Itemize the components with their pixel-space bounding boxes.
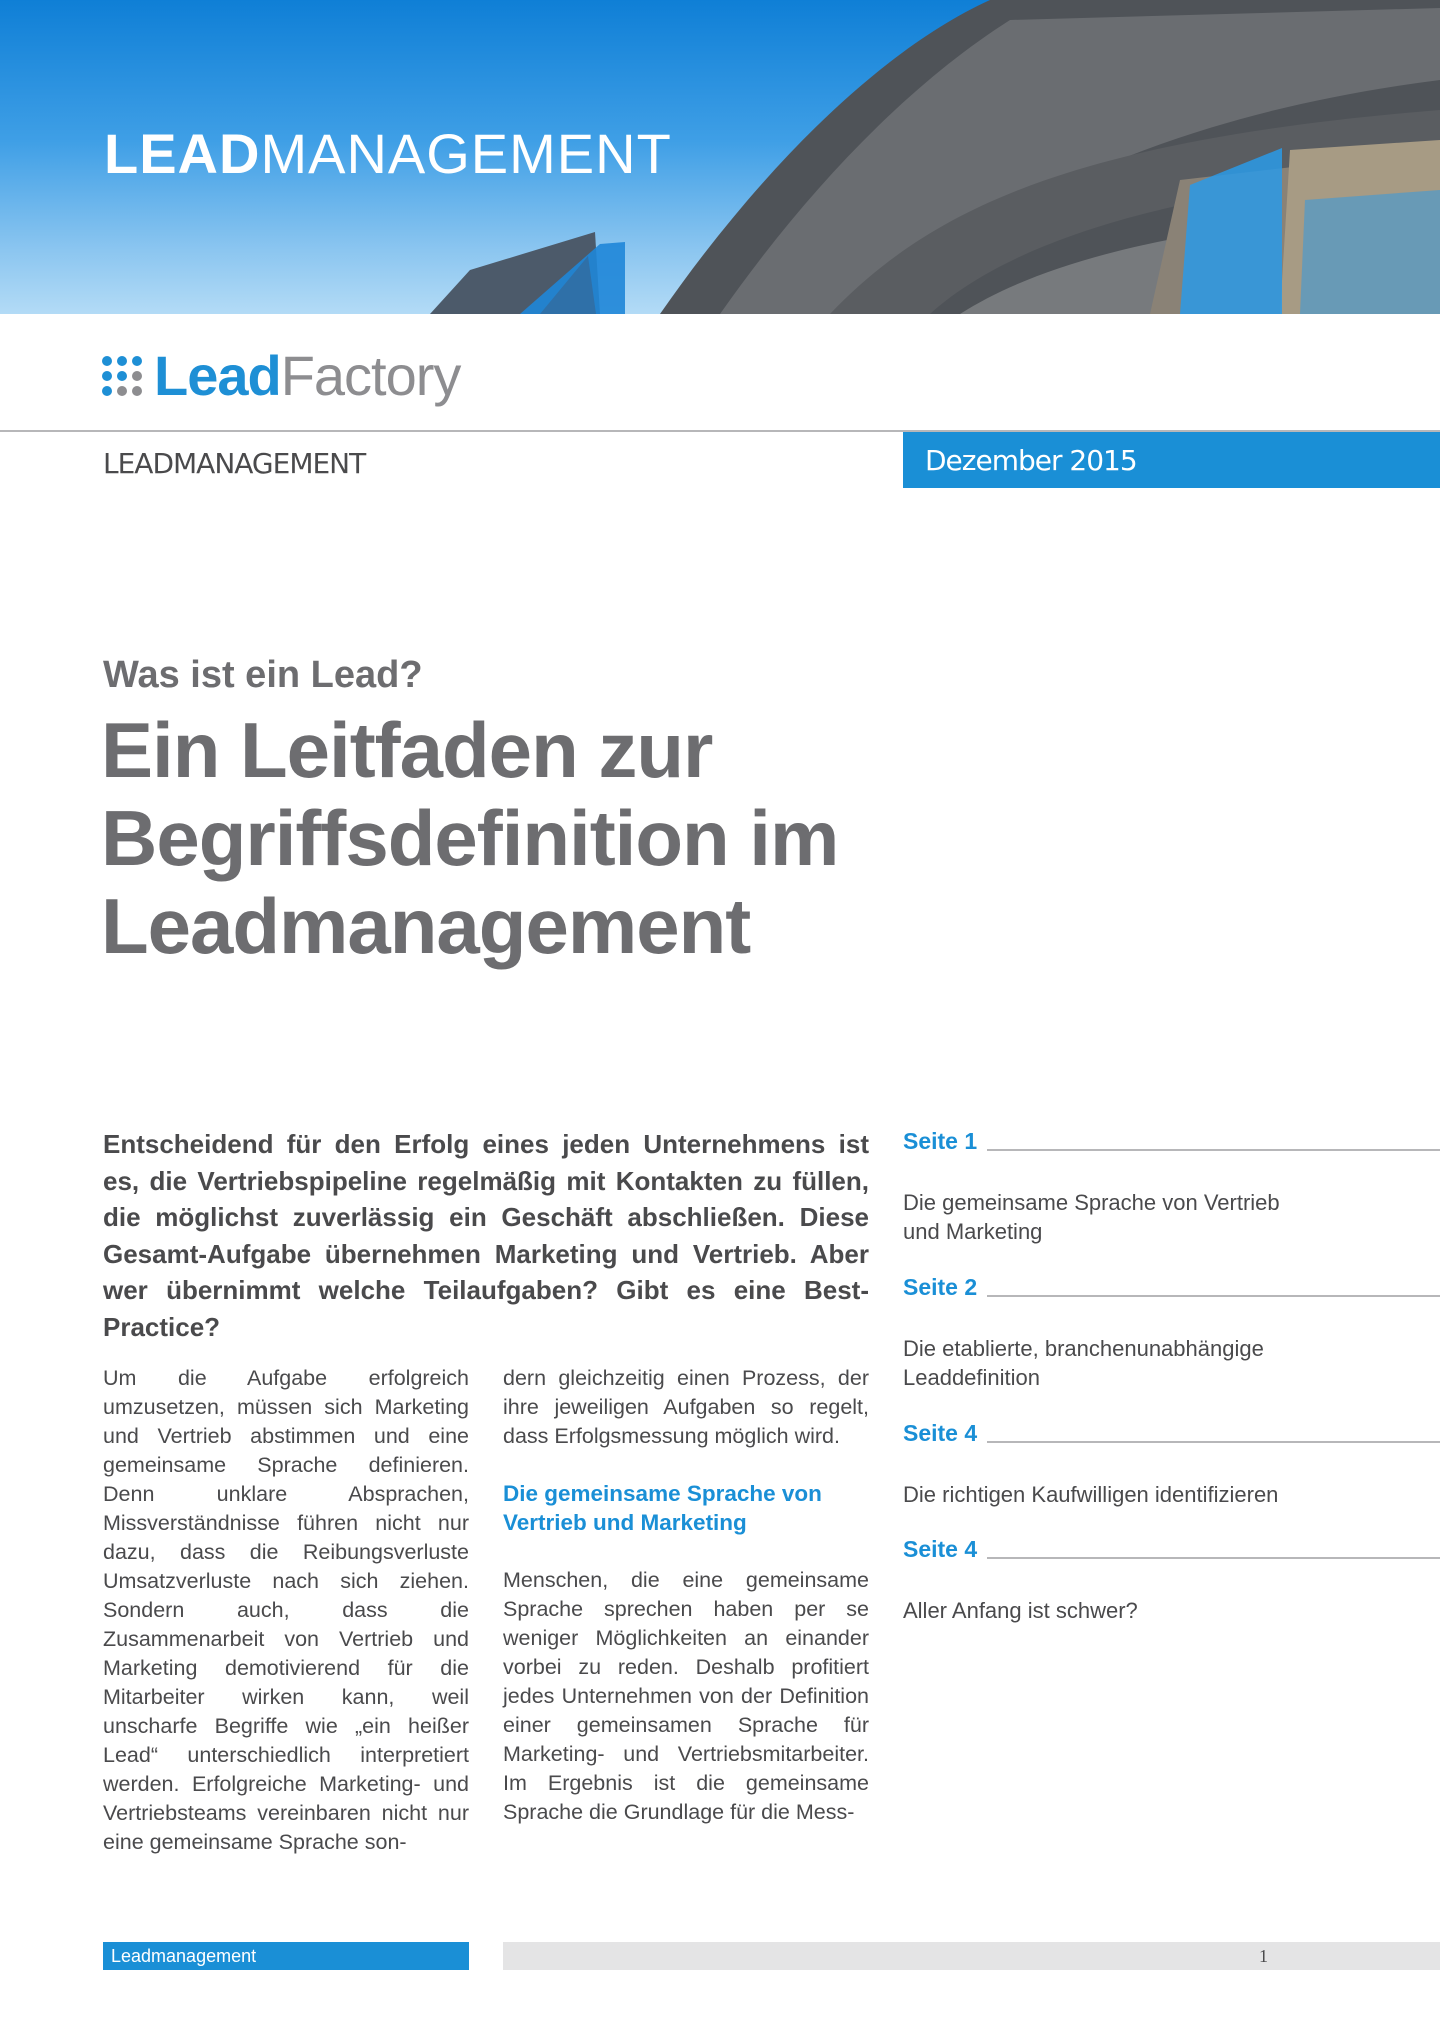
body-paragraph: Menschen, die eine gemeinsame Sprache sprechen haben per se weniger Möglichkeiten an einander vorbei zu reden. Deshalb profitiert jedes Unternehmen von der Definition einer gemeinsamen Sprache für Marketing- und Vertriebsmitarbeiter. Im Ergebnis ist die gemeinsame Sprache die Grundlage für die Mess- xyxy=(503,1568,869,1824)
table-of-contents xyxy=(903,1130,1440,1684)
toc-page: Seite 4 xyxy=(903,1420,978,1446)
toc-rule xyxy=(987,1149,1440,1151)
banner-title-light: MANAGEMENT xyxy=(260,122,672,185)
banner-title xyxy=(104,122,672,185)
body-paragraph: dern gleichzeitig einen Prozess, der ihre jeweiligen Aufgaben so regelt, dass Erfolgsmessung möglich wird. xyxy=(503,1366,869,1448)
toc-page: Seite 1 xyxy=(903,1128,978,1154)
logo-dots-icon xyxy=(102,356,142,396)
toc-description: Die gemeinsame Sprache von Vertrieb und Marketing xyxy=(903,1190,1280,1244)
logo-factory: Factory xyxy=(280,344,461,407)
toc-rule xyxy=(987,1557,1440,1559)
logo-lead: Lead xyxy=(154,344,281,407)
body-paragraph: Um die Aufgabe erfolgreich umzusetzen, müssen sich Marketing und Vertrieb abstimmen und eine gemeinsame Sprache definieren. Denn unklare Absprachen, Missverständnisse führen nicht nur dazu, dass die Reibungsverluste Umsatzverluste nach sich ziehen. Sondern auch, dass die Zusammenarbeit von Vertrieb und Marketing demotivierend für die Mitarbeiter wirken kann, weil unscharfe Begriffe wie „ein heißer Lead“ unterschiedlich interpretiert werden. Erfolgreiche Marketing- und Vertriebsteams vereinbaren nicht nur eine gemeinsame Sprache son- xyxy=(103,1366,469,1854)
toc-rule xyxy=(987,1441,1440,1443)
article-headline: Ein Leitfaden zur Begriffsdefinition im Leadmanagement xyxy=(101,706,839,970)
footer-page-bar xyxy=(503,1942,1440,1970)
section-subhead: Die gemeinsame Sprache von Vertrieb und Marketing xyxy=(503,1481,822,1535)
article-kicker: Was ist ein Lead? xyxy=(103,654,423,696)
leadfactory-logo xyxy=(102,346,460,406)
toc-description: Aller Anfang ist schwer? xyxy=(903,1598,1138,1623)
banner-title-bold: LEAD xyxy=(104,122,261,185)
logo-wordmark xyxy=(154,344,461,407)
toc-item[interactable] xyxy=(903,1422,1440,1538)
toc-item[interactable] xyxy=(903,1130,1440,1276)
toc-description: Die etablierte, branchenunabhängige Leaddefinition xyxy=(903,1336,1264,1390)
date-text: Dezember 2015 xyxy=(925,444,1137,477)
hero-banner xyxy=(0,0,1440,314)
date-badge xyxy=(903,432,1440,488)
page-number: 1 xyxy=(1259,1946,1268,1966)
toc-page: Seite 4 xyxy=(903,1536,978,1562)
toc-rule xyxy=(987,1295,1440,1297)
toc-page: Seite 2 xyxy=(903,1274,978,1300)
body-column-2 xyxy=(503,1364,869,1827)
footer-label-bar xyxy=(103,1942,469,1970)
body-column-1 xyxy=(103,1364,469,1857)
section-label: LEADMANAGEMENT xyxy=(103,447,366,480)
article-intro: Entscheidend für den Erfolg eines jeden Unternehmens ist es, die Vertriebspipeline regelmäßig mit Kontakten zu füllen, die möglichst zuverlässig ein Geschäft abschließen. Diese Gesamt-Aufgabe übernehmen Marketing und Vertrieb. Aber wer übernimmt welche Teilaufgaben? Gibt es eine Best-Practice? xyxy=(103,1129,869,1342)
toc-item[interactable] xyxy=(903,1538,1440,1684)
toc-description: Die richtigen Kaufwilligen identifizieren xyxy=(903,1482,1279,1507)
toc-item[interactable] xyxy=(903,1276,1440,1422)
footer-label: Leadmanagement xyxy=(111,1946,257,1966)
